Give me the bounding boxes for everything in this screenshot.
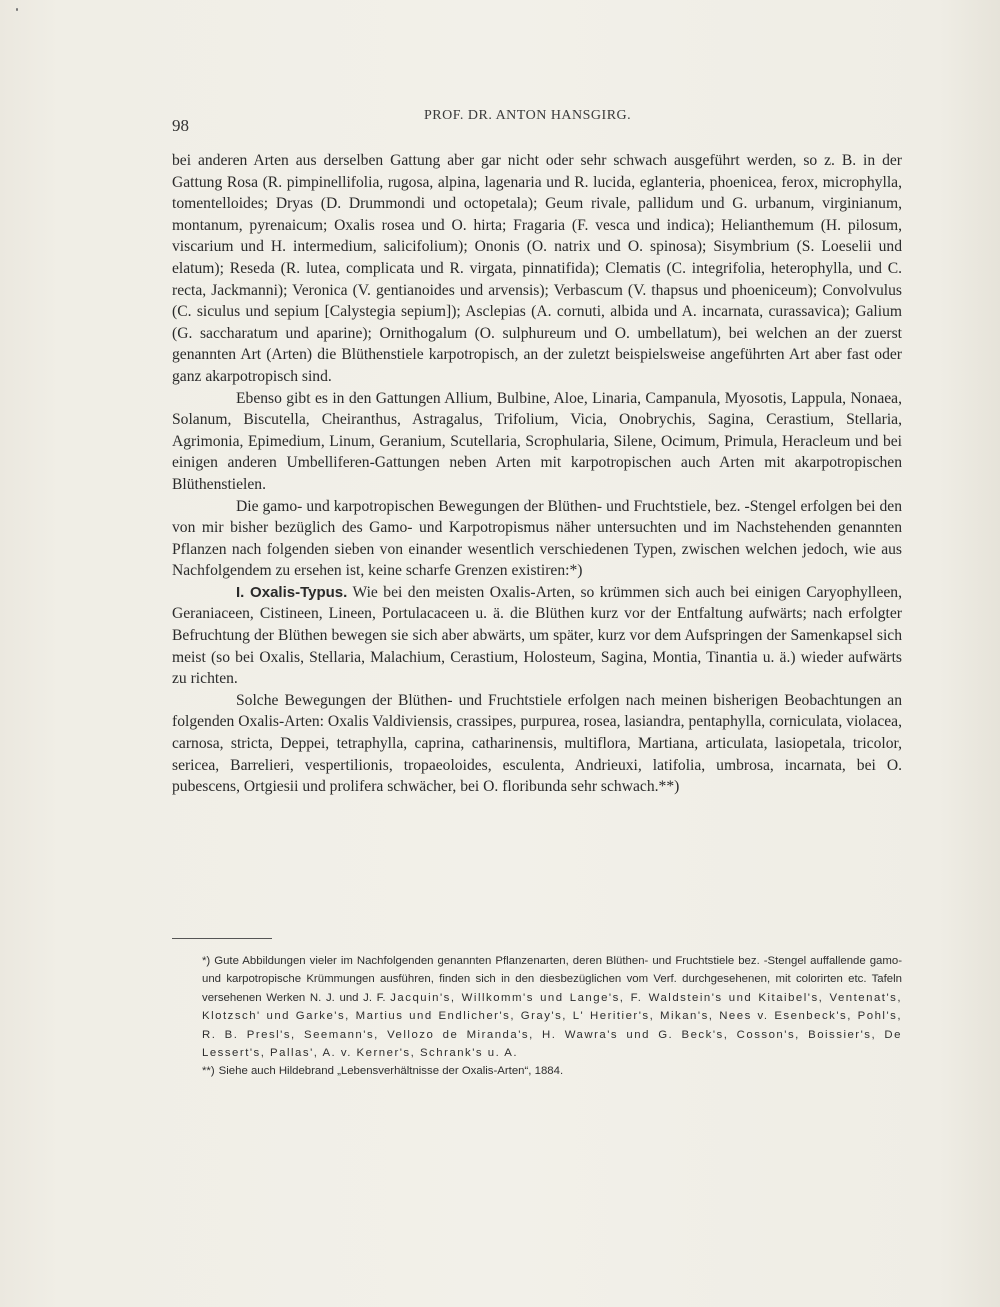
section-heading: I. Oxalis-Typus. — [236, 583, 348, 601]
page-header — [172, 106, 902, 135]
footnote-2 — [202, 1062, 902, 1080]
paragraph-2: Ebenso gibt es in den Gattungen Allium, Bulbine, Aloe, Linaria, Campanula, Myosotis, Lappula, Nonaea, Solanum, Biscutella, Cheiranthus, Astragalus, Trifolium, Vicia, Onobrychis, Sagina, Cerastium, Stellaria, Agrimonia, Epimedium, Linum, Geranium, Scutellaria, Scrophularia, Silene, Ocimum, Primula, Heracleum und bei einigen anderen Umbelliferen-Gattungen neben Arten mit karpotropischen auch Arten mit akarpotropischen Blüthenstielen. — [172, 389, 902, 493]
section-paragraph — [172, 582, 902, 690]
body-text — [172, 150, 902, 798]
footnote-1-names: Jacquin's, Willkomm's und Lange's, F. Waldstein's und Kitaibel's, Ventenat's, Klotzsch' und Garke's, Martius und Endlicher's, Gray's, L' Heritier's, Mikan's, Nees v. Esenbeck's, Pohl's, R. B. Presl's, Seemann's, Vellozo de Miranda's, H. Wawra's und G. Beck's, Cosson's, Boissier's, De Lessert's, Pallas', A. v. Kerner's, Schrank's u. A. — [202, 991, 902, 1060]
footnote-1-mark: *) — [202, 955, 211, 967]
footnote-2-mark: **) — [202, 1065, 215, 1078]
paragraph-1: bei anderen Arten aus derselben Gattung aber gar nicht oder sehr schwach ausgeführt werden, so z. B. in der Gattung Rosa (R. pimpinellifolia, rugosa, alpina, lagenaria und R. lucida, eglanteria, phoenicea, ferox, microphylla, tomentelloides; Dryas (D. Drummondi und octopetala); Geum rivale, pallidum und G. urbanum, virginianum, montanum, pyrenaicum; Oxalis rosea und O. hirta; Fragaria (F. vesca und indica); Helianthemum (H. pilosum, viscarium und H. intermedium, salicifolium); Ononis (O. natrix und O. spinosa); Sisymbrium (S. Loeselii und elatum); Reseda (R. lutea, complicata und R. virgata, pinnatifida); Clematis (C. integrifolia, heterophylla, und C. recta, Jackmanni); Veronica (V. gentianoides und arvensis); Verbascum (V. thapsus und phoeniceum); Convolvulus (C. siculus und sepium [Calystegia sepium]); Asclepias (A. cornuti, albida und A. incarnata, curassavica); Galium (G. saccharatum und aparine); Ornithogalum (O. sulphureum und O. umbellatum), bei welchen an der zuerst genannten Art (Arten) die Blüthenstiele karpotropisch, an der zuletzt beispielsweise angeführten Art aber fast oder ganz akarpotropisch sind. — [172, 152, 902, 385]
page-number: 98 — [172, 116, 189, 135]
footnote-rule — [172, 938, 272, 939]
footnote-1-text: Gute Abbildungen vieler im Nachfolgenden genannten Pflanzenarten, deren Blüthen- und Fruchtstiele bez. -Stengel auffallende gamo- und karpotropische Krümmungen ausführen, finden sich in den diesbezüglichen vom Verf. durchgesehenen, mit colorirten etc. Tafeln versehenen Werken N. J. und J. F. — [202, 955, 902, 1004]
scan-speck — [16, 8, 18, 11]
section-paragraph-2: Solche Bewegungen der Blüthen- und Fruchtstiele erfolgen nach meinen bisherigen Beobachtungen an folgenden Oxalis-Arten: Oxalis Valdiviensis, crassipes, purpurea, rosea, lasiandra, pentaphylla, corniculata, violacea, carnosa, stricta, Deppei, tetraphylla, caprina, catharinensis, multiflora, Martiana, articulata, lasiopetala, tricolor, sericea, Barrelieri, vespertilionis, tropaeoloides, esculenta, Andrieuxi, latifolia, umbrosa, incarnata, bei O. pubescens, Ortgiesii und prolifera schwächer, bei O. floribunda sehr schwach.**) — [172, 691, 902, 796]
section-text: Wie bei den meisten Oxalis-Arten, so krümmen sich auch bei einigen Caryophylleen, Geraniaceen, Cistineen, Lineen, Portulacaceen u. ä. die Blüthen kurz vor der Entfaltung aufwärts; nach erfolgter Befruchtung der Blüthen bewegen sie sich aber abwärts, um später, kurz vor dem Aufspringen der Samenkapsel sich meist (so bei Oxalis, Stellaria, Malachium, Cerastium, Holosteum, Sagina, Montia, Tinantia u. ä.) wieder aufwärts zu richten. — [172, 583, 902, 688]
paragraph-3: Die gamo- und karpotropischen Bewegungen der Blüthen- und Fruchtstiele, bez. -Stengel erfolgen bei den von mir bisher bezüglich des Gamo- und Karpotropismus näher untersuchten und im Nachstehenden genannten Pflanzen nach folgenden sieben von einander wesentlich verschiedenen Typen, zwischen welchen jedoch, wie aus Nachfolgendem zu ersehen ist, keine scharfe Grenzen existiren:*) — [172, 497, 902, 580]
footnote-2-text: Siehe auch Hildebrand „Lebensverhältnisse der Oxalis-Arten“, 1884. — [218, 1065, 564, 1078]
footnote-1 — [202, 952, 902, 1062]
running-title: PROF. DR. ANTON HANSGIRG. — [424, 108, 632, 123]
footnotes — [202, 952, 902, 1081]
